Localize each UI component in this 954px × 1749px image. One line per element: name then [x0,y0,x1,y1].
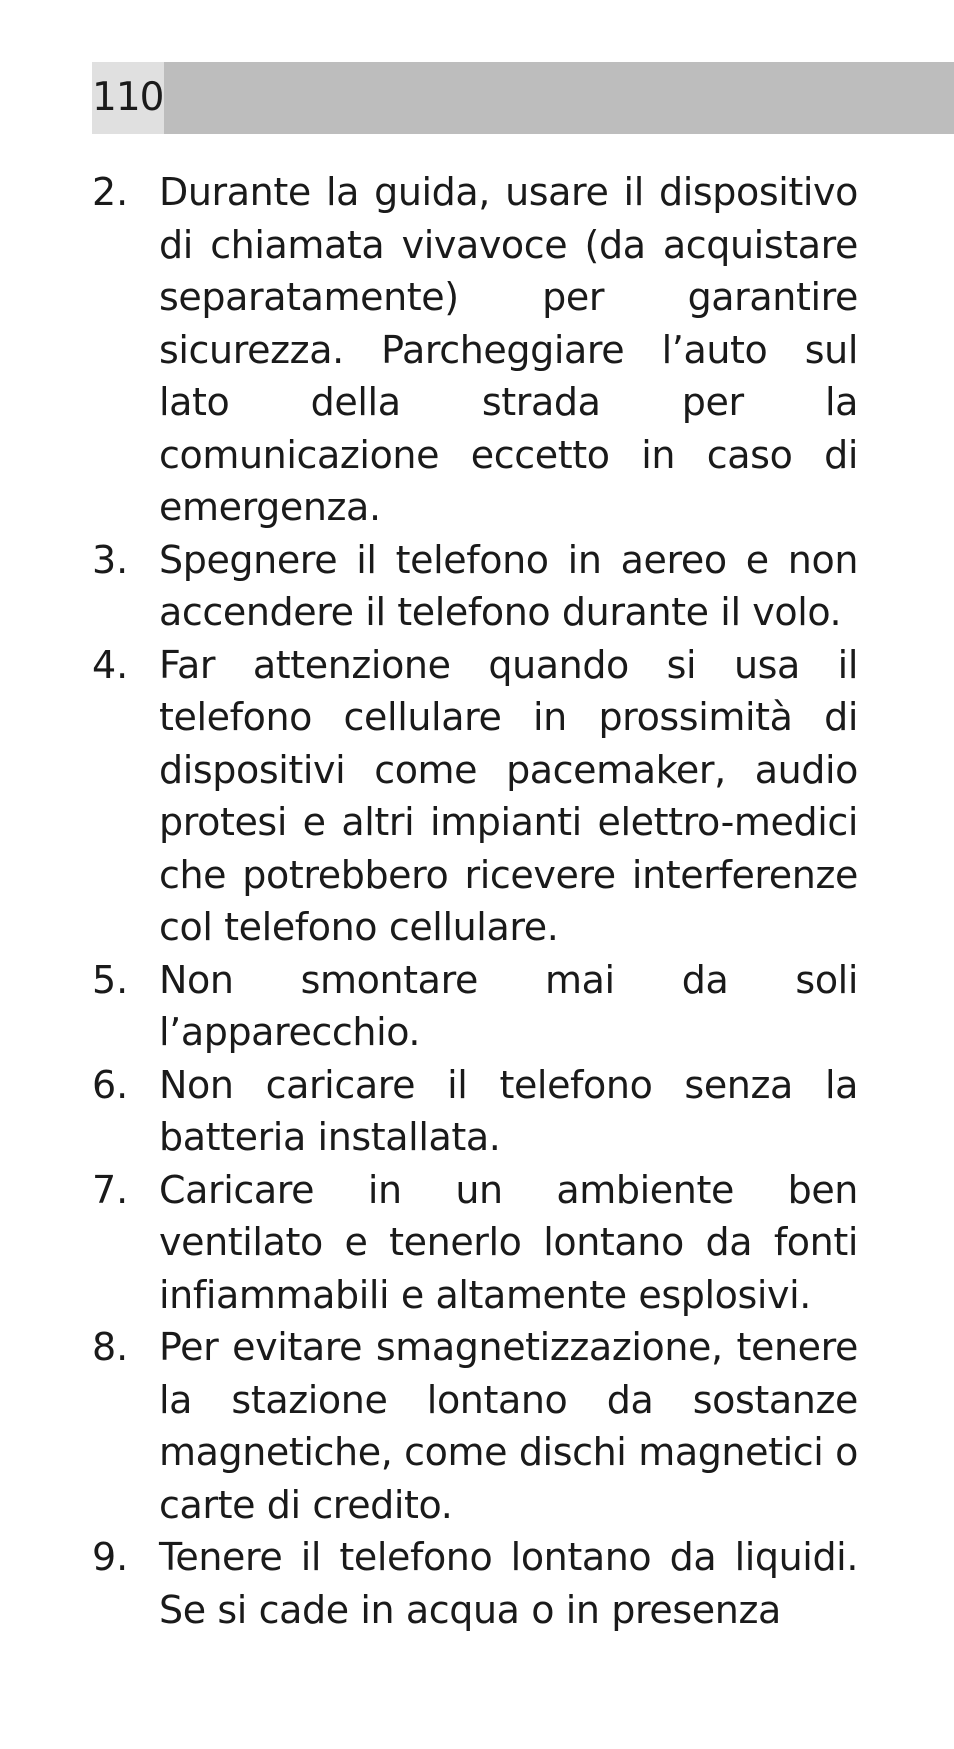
item-number: 9. [92,1535,129,1579]
list-item [92,534,858,639]
page-number: 110 [92,75,164,120]
item-number: 3. [92,537,129,582]
list-item [92,1164,858,1322]
item-text: Per evitare smagnetizzazione, tenere la stazione lontano da sostanze magnetiche, come dischi magnetici o carte di credito. [159,1325,858,1527]
list-item [92,166,858,534]
item-text: Tenere il telefono lontano da liquidi. Se si cade in acqua o in presenza [159,1535,858,1632]
item-number: 6. [92,1062,129,1107]
list-item [92,954,858,1059]
header-bar [92,62,954,134]
item-number: 2. [92,170,129,214]
item-text: Non smontare mai da soli l’apparecchio. [159,957,858,1054]
item-text: Durante la guida, usare il dispositivo di chiamata vivavoce (da acquistare separatamente) per garantire sicurezza. Parcheggiare l’auto sul lato della strada per la comunicazione eccetto in caso di emergenza. [159,170,858,529]
item-number: 5. [92,957,129,1002]
item-number: 8. [92,1325,129,1369]
item-text: Caricare in un ambiente ben ventilato e tenerlo lontano da fonti infiammabili e altamente esplosivi. [159,1167,858,1317]
list-item [92,1059,858,1164]
item-number: 4. [92,642,129,687]
item-text: Non caricare il telefono senza la batteria installata. [159,1062,858,1159]
item-text: Spegnere il telefono in aereo e non accendere il telefono durante il volo. [159,537,858,634]
list-item [92,639,858,954]
item-text: Far attenzione quando si usa il telefono cellulare in prossimità di dispositivi come pacemaker, audio protesi e altri impianti elettro-medici che potrebbero ricevere interferenze col telefono cellulare. [159,642,858,949]
safety-instructions-list [92,166,858,1636]
list-item [92,1321,858,1531]
list-item [92,1531,858,1636]
item-number: 7. [92,1167,129,1212]
